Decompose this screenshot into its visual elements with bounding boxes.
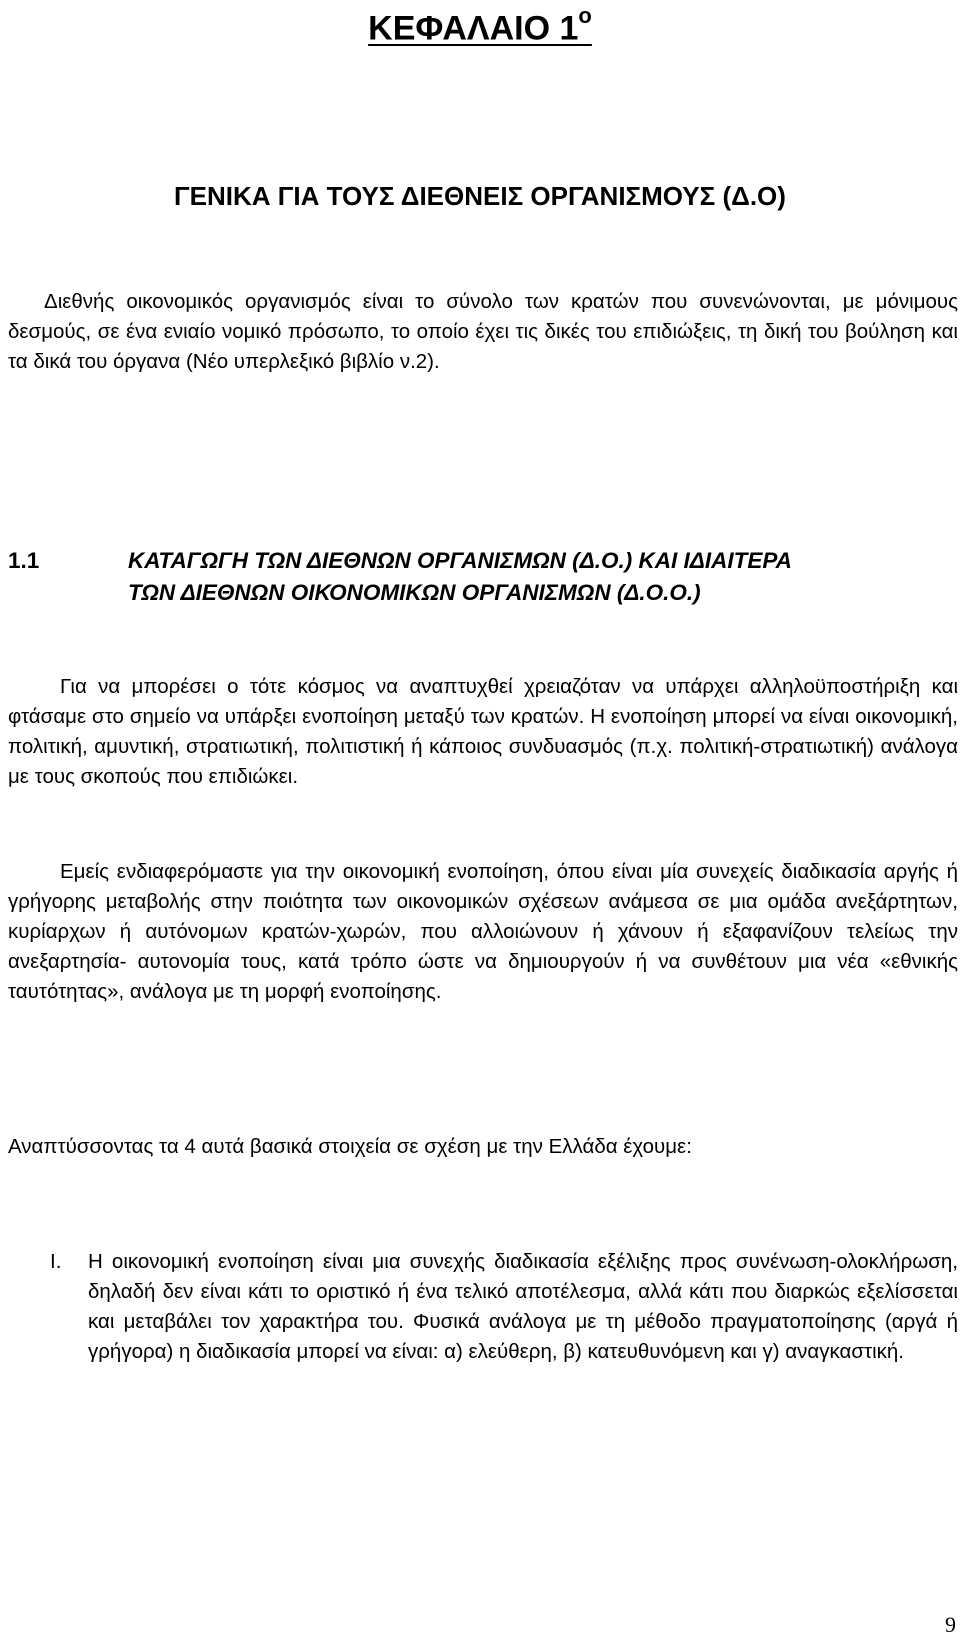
paragraph-intro-list: Αναπτύσσοντας τα 4 αυτά βασικά στοιχεία σε σχέση με την Ελλάδα έχουμε: [8,1135,692,1158]
paragraph-definition [8,287,958,377]
section-heading-text-2: ΤΩΝ ΔΙΕΘΝΩΝ ΟΙΚΟΝΟΜΙΚΩΝ ΟΡΓΑΝΙΣΜΩΝ (Δ.Ο.Ο.) [128,580,701,605]
section-heading-line-1 [8,545,958,577]
section-heading [8,545,958,609]
paragraph-economic-unification: Εμείς ενδιαφερόμαστε για την οικονομική ενοποίηση, όπου είναι μία συνεχείς διαδικασία αργής ή γρήγορης μεταβολής στην ποιότητα των οικονομικών σχέσεων ανάμεσα σε μια ομάδα ανεξάρτητων, κυρίαρχων ή αυτόνομων κρατών-χωρών, που αλλοιώνουν ή χάνουν ή εξαφανίζουν τελείως την ανεξαρτησία- αυτονομία τους, κατά τρόπο ώστε να δημιουργούν ή να συνθέτουν μια νέα «εθνικής ταυτότητας», ανάλογα με τη μορφή ενοποίησης. [8,860,958,1003]
section-heading-text-1: ΚΑΤΑΓΩΓΗ ΤΩΝ ΔΙΕΘΝΩΝ ΟΡΓΑΝΙΣΜΩΝ (Δ.Ο.) ΚΑΙ ΙΔΙΑΙΤΕΡΑ [128,548,792,573]
page-number: 9 [945,1612,956,1637]
list-item-marker: I. [50,1250,62,1273]
list-item: Η οικονομική ενοποίηση είναι μια συνεχής διαδικασία εξέλιξης προς συνένωση-ολοκλήρωση, δηλαδή δεν είναι κάτι το οριστικό ή ένα τελικό αποτέλεσμα, αλλά κάτι που διαρκώς εξελίσσεται και μεταβάλει τον χαρακτήρα του. Φυσικά ανάλογα με τη μέθοδο πραγματοποίησης (αργά ή γρήγορα) η διαδικασία μπορεί να είναι: α) ελεύθερη, β) κατευθυνόμενη και γ) αναγκαστική. [88,1250,958,1363]
chapter-title-text: ΚΕΦΑΛΑΙΟ 1 [368,9,579,48]
chapter-title [0,0,960,48]
paragraph-unification: Για να μπορέσει ο τότε κόσμος να αναπτυχθεί χρειαζόταν να υπάρχει αλληλοϋποστήριξη και φτάσαμε στο σημείο να υπάρξει ενοποίηση μεταξύ των κρατών. Η ενοποίηση μπορεί να είναι οικονομική, πολιτική, αμυντική, στρατιωτική, πολιτιστική ή κάποιος συνδυασμός (π.χ. πολιτική-στρατιωτική) ανάλογα με τους σκοπούς που επιδιώκει. [8,675,958,788]
chapter-title-superscript: ο [578,3,592,28]
main-heading: ΓΕΝΙΚΑ ΓΙΑ ΤΟΥΣ ΔΙΕΘΝΕΙΣ ΟΡΓΑΝΙΣΜΟΥΣ (Δ.Ο) [174,181,786,211]
paragraph-definition-text: Διεθνής οικονομικός οργανισμός είναι το σύνολο των κρατών που συνενώνονται, με μόνιμους δεσμούς, σε ένα ενιαίο νομικό πρόσωπο, το οποίο έχει τις δικές του επιδιώξεις, τη δική του βούληση και τα δικά του όργανα (Νέο υπερλεξικό βιβλίο ν.2). [8,290,958,373]
section-number: 1.1 [8,548,40,573]
